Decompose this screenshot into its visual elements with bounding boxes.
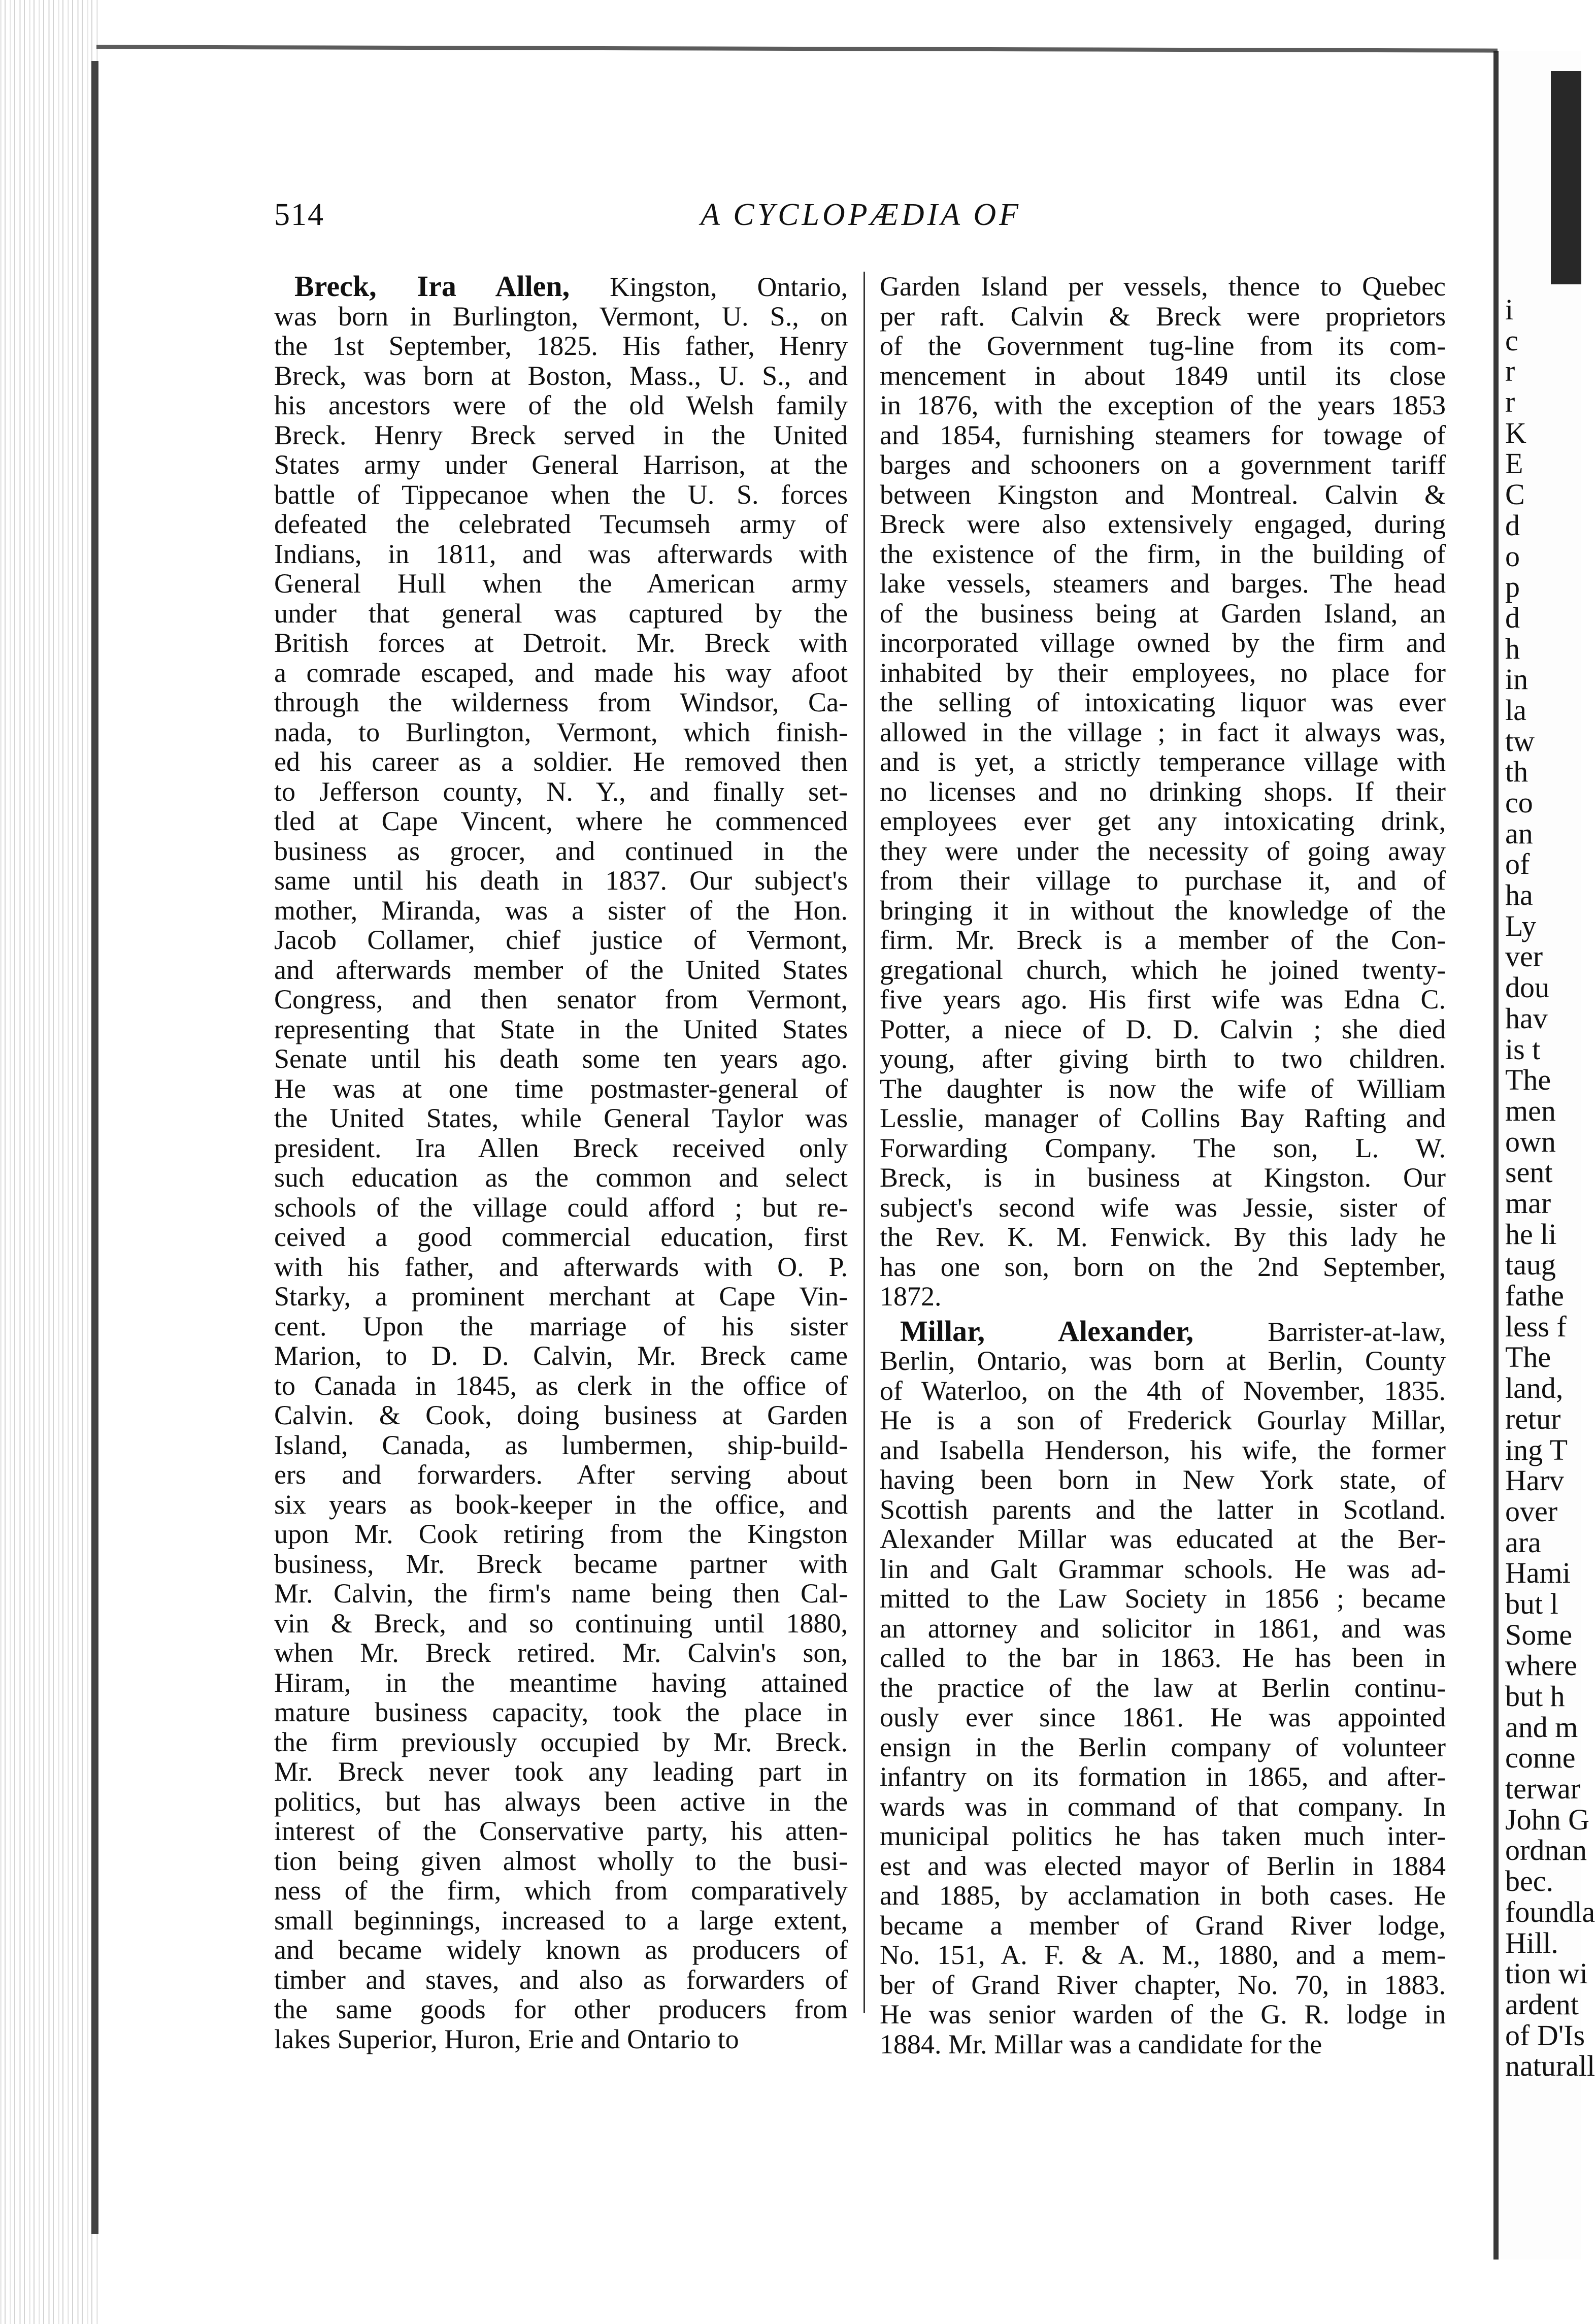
text-line: the Rev. K. M. Fenwick. By this lady he xyxy=(880,1222,1446,1252)
facing-page-text-fragment: terwar xyxy=(1505,1772,1581,1806)
text-line: and 1885, by acclamation in both cases. He xyxy=(880,1880,1446,1911)
text-line: ed his career as a soldier. He removed then xyxy=(274,746,848,777)
text-line: business as grocer, and continued in the xyxy=(274,835,848,866)
text-line: when Mr. Breck retired. Mr. Calvin's son, xyxy=(274,1638,848,1668)
facing-page-text-fragment: Harv xyxy=(1505,1464,1564,1497)
text-line: representing that State in the United States xyxy=(274,1013,848,1044)
facing-page-text-fragment: d xyxy=(1505,601,1520,634)
text-line: Garden Island per vessels, thence to Quebec xyxy=(880,271,1446,302)
facing-page-shadow xyxy=(1551,71,1581,284)
text-line: est and was elected mayor of Berlin in 1884 xyxy=(880,1850,1446,1881)
facing-page-text-fragment: E xyxy=(1505,447,1523,480)
text-line: to Canada in 1845, as clerk in the office of xyxy=(274,1370,848,1401)
facing-page-text-fragment: but h xyxy=(1505,1680,1565,1713)
facing-page-text-fragment: Some xyxy=(1505,1618,1573,1651)
facing-page-text-fragment: he li xyxy=(1505,1217,1557,1251)
page-number: 514 xyxy=(274,198,324,232)
text-line: upon Mr. Cook retiring from the Kingston xyxy=(274,1519,848,1549)
text-line: called to the bar in 1863. He has been in xyxy=(880,1643,1446,1673)
text-line: of the Government tug-line from its com- xyxy=(880,331,1446,361)
text-line: lin and Galt Grammar schools. He was ad- xyxy=(880,1553,1446,1584)
text-line: the same goods for other producers from xyxy=(274,1994,848,2024)
text-line: Indians, in 1811, and was afterwards with xyxy=(274,538,848,569)
text-line: infantry on its formation in 1865, and after- xyxy=(880,1761,1446,1792)
text-line: an attorney and solicitor in 1861, and was xyxy=(880,1613,1446,1644)
facing-page-text-fragment: Hill. xyxy=(1505,1926,1558,1959)
text-line: mother, Miranda, was a sister of the Hon. xyxy=(274,895,848,926)
text-line: ceived a good commercial education, first xyxy=(274,1222,848,1252)
facing-page-text-fragment: over xyxy=(1505,1494,1558,1528)
entry-text: Kingston, Ontario, xyxy=(570,272,848,302)
facing-page-text-fragment: C xyxy=(1505,478,1525,511)
text-line: Starky, a prominent merchant at Cape Vin- xyxy=(274,1281,848,1312)
text-line: Mr. Breck never took any leading part in xyxy=(274,1756,848,1787)
facing-page-text-fragment: th xyxy=(1505,755,1528,789)
text-line: He was senior warden of the G. R. lodge in xyxy=(880,1999,1446,2030)
facing-page-text-fragment: ver xyxy=(1505,940,1543,973)
facing-page-text-fragment: ara xyxy=(1505,1525,1541,1559)
facing-page-text-fragment: ha xyxy=(1505,878,1533,912)
text-line: under that general was captured by the xyxy=(274,598,848,629)
facing-page-text-fragment: taug xyxy=(1505,1248,1556,1282)
text-line: States army under General Harrison, at the xyxy=(274,449,848,480)
facing-page-text-fragment: r xyxy=(1505,354,1515,388)
text-line: Breck, is in business at Kingston. Our xyxy=(880,1162,1446,1193)
facing-page-text-fragment: and m xyxy=(1505,1710,1578,1744)
text-line: defeated the celebrated Tecumseh army of xyxy=(274,509,848,539)
text-line: through the wilderness from Windsor, Ca- xyxy=(274,687,848,717)
text-line xyxy=(274,272,848,302)
text-line xyxy=(880,1314,1446,1348)
facing-page-text-fragment: ing T xyxy=(1505,1433,1568,1466)
facing-page-text-fragment: land, xyxy=(1505,1371,1564,1405)
text-line: no licenses and no drinking shops. If their xyxy=(880,776,1446,807)
facing-page-text-fragment: dou xyxy=(1505,971,1549,1004)
facing-page-text-fragment: d xyxy=(1505,508,1520,542)
text-line: General Hull when the American army xyxy=(274,568,848,599)
facing-page-text-fragment: conne xyxy=(1505,1741,1576,1775)
text-line: inhabited by their employees, no place for xyxy=(880,657,1446,688)
text-line: 1872. xyxy=(880,1281,942,1312)
facing-page-text-fragment: less f xyxy=(1505,1310,1567,1343)
text-line: Senate until his death some ten years ago. xyxy=(274,1043,848,1074)
facing-page-text-fragment: h xyxy=(1505,632,1520,665)
text-line: nada, to Burlington, Vermont, which finish- xyxy=(274,716,848,747)
text-line: the selling of intoxicating liquor was ever xyxy=(880,687,1446,717)
text-line: having been born in New York state, of xyxy=(880,1464,1446,1495)
text-line: ber of Grand River chapter, No. 70, in 1883. xyxy=(880,1969,1446,2000)
text-line: of the business being at Garden Island, an xyxy=(880,598,1446,629)
text-line: Island, Canada, as lumbermen, ship-build- xyxy=(274,1429,848,1460)
text-line: and Isabella Henderson, his wife, the former xyxy=(880,1434,1446,1465)
facing-page-text-fragment: of D'Is xyxy=(1505,2018,1585,2052)
text-line: the existence of the firm, in the building of xyxy=(880,538,1446,569)
text-line: president. Ira Allen Breck received only xyxy=(274,1132,848,1163)
text-line: to Jefferson county, N. Y., and finally set- xyxy=(274,776,848,807)
text-line: Jacob Collamer, chief justice of Vermont, xyxy=(274,925,848,955)
facing-page-text-fragment: but l xyxy=(1505,1587,1558,1620)
facing-page-text-fragment: sent xyxy=(1505,1156,1553,1189)
text-line: lake vessels, steamers and barges. The head xyxy=(880,568,1446,599)
text-line: small beginnings, increased to a large extent, xyxy=(274,1905,848,1936)
facing-page-text-fragment: is t xyxy=(1505,1032,1541,1066)
text-line: of Waterloo, on the 4th of November, 1835. xyxy=(880,1375,1446,1406)
facing-page-text-fragment: of xyxy=(1505,847,1530,881)
facing-page-text-fragment: la xyxy=(1505,693,1526,727)
facing-page-text-fragment: ordnan xyxy=(1505,1834,1587,1867)
running-head: A CYCLOPÆDIA OF xyxy=(701,198,1022,232)
text-line: from their village to purchase it, and of xyxy=(880,865,1446,896)
left-column xyxy=(274,270,848,2054)
facing-page-text-fragment: retur xyxy=(1505,1402,1561,1435)
facing-page-text-fragment: i xyxy=(1505,293,1514,326)
text-line: became a member of Grand River lodge, xyxy=(880,1910,1446,1941)
text-line: Breck were also extensively engaged, during xyxy=(880,509,1446,539)
text-line: young, after giving birth to two children. xyxy=(880,1043,1446,1074)
page-top-edge xyxy=(96,45,1498,52)
text-line: Breck, was born at Boston, Mass., U. S., and xyxy=(274,360,848,391)
facing-page-text-fragment: where xyxy=(1505,1649,1577,1682)
text-line: Marion, to D. D. Calvin, Mr. Breck came xyxy=(274,1340,848,1371)
text-line: municipal politics he has taken much inter- xyxy=(880,1821,1446,1851)
facing-page-text-fragment: tw xyxy=(1505,724,1535,758)
text-line: British forces at Detroit. Mr. Breck with xyxy=(274,628,848,658)
text-line: The daughter is now the wife of William xyxy=(880,1073,1446,1104)
text-line: ensign in the Berlin company of volunteer xyxy=(880,1731,1446,1762)
text-line: schools of the village could afford ; but re- xyxy=(274,1192,848,1223)
text-line: Hiram, in the meantime having attained xyxy=(274,1667,848,1698)
facing-page-text-fragment: The xyxy=(1505,1340,1551,1374)
text-line: and became widely known as producers of xyxy=(274,1935,848,1965)
text-line: Scottish parents and the latter in Scotland. xyxy=(880,1494,1446,1525)
text-line: was born in Burlington, Vermont, U. S., on xyxy=(274,301,848,332)
entry-heading: Breck, Ira Allen, xyxy=(294,270,570,303)
text-line: ers and forwarders. After serving about xyxy=(274,1459,848,1490)
text-line: the United States, while General Taylor was xyxy=(274,1103,848,1133)
text-line: employees ever get any intoxicating drink, xyxy=(880,806,1446,836)
text-line: Calvin. & Cook, doing business at Garden xyxy=(274,1400,848,1430)
text-line: firm. Mr. Breck is a member of the Con- xyxy=(880,925,1446,955)
text-line: subject's second wife was Jessie, sister of xyxy=(880,1192,1446,1223)
facing-page-text-fragment: bec. xyxy=(1505,1864,1553,1898)
text-line: Potter, a niece of D. D. Calvin ; she died xyxy=(880,1013,1446,1044)
text-line: incorporated village owned by the firm and xyxy=(880,628,1446,658)
text-line: politics, but has always been active in the xyxy=(274,1786,848,1817)
column-divider xyxy=(863,272,865,2013)
entry-text: Barrister-at-law, xyxy=(1193,1316,1446,1347)
page-left-edge xyxy=(91,61,98,2234)
text-line: the 1st September, 1825. His father, Henry xyxy=(274,331,848,361)
facing-page-text-fragment: hav xyxy=(1505,1001,1548,1035)
text-line: tled at Cape Vincent, where he commenced xyxy=(274,806,848,836)
text-line: the firm previously occupied by Mr. Breck. xyxy=(274,1726,848,1757)
facing-page-text-fragment: fathe xyxy=(1505,1279,1564,1313)
text-line: Congress, and then senator from Vermont, xyxy=(274,984,848,1014)
text-line: timber and staves, and also as forwarders of xyxy=(274,1964,848,1995)
text-line: ness of the firm, which from comparatively xyxy=(274,1875,848,1906)
text-line: mitted to the Law Society in 1856 ; became xyxy=(880,1583,1446,1614)
facing-page-text-fragment: r xyxy=(1505,385,1515,419)
text-line: battle of Tippecanoe when the U. S. forces xyxy=(274,479,848,510)
text-line: 1884. Mr. Millar was a candidate for the xyxy=(880,2028,1322,2059)
facing-page-text-fragment: The xyxy=(1505,1063,1551,1097)
text-line: five years ago. His first wife was Edna C. xyxy=(880,984,1446,1014)
text-line: Lesslie, manager of Collins Bay Rafting and xyxy=(880,1103,1446,1133)
text-line: He was at one time postmaster-general of xyxy=(274,1073,848,1104)
text-line: between Kingston and Montreal. Calvin & xyxy=(880,479,1446,510)
text-line: Mr. Calvin, the firm's name being then Cal- xyxy=(274,1578,848,1609)
text-line: his ancestors were of the old Welsh family xyxy=(274,390,848,420)
text-line: and afterwards member of the United States xyxy=(274,954,848,985)
text-line: lakes Superior, Huron, Erie and Ontario to xyxy=(274,2023,739,2054)
text-line: and is yet, a strictly temperance village with xyxy=(880,746,1446,777)
facing-page-text-fragment: p xyxy=(1505,570,1520,604)
text-line: mencement in about 1849 until its close xyxy=(880,360,1446,391)
text-line: per raft. Calvin & Breck were proprietors xyxy=(880,301,1446,332)
facing-page-text-fragment: foundla xyxy=(1505,1895,1595,1928)
text-line: and 1854, furnishing steamers for towage of xyxy=(880,419,1446,450)
right-column xyxy=(880,271,1446,2059)
text-line: bringing it in without the knowledge of the xyxy=(880,895,1446,926)
page-gutter-edge xyxy=(1493,51,1499,2260)
text-line: vin & Breck, and so continuing until 1880, xyxy=(274,1608,848,1639)
facing-page-text-fragment: men xyxy=(1505,1094,1556,1127)
text-line: the practice of the law at Berlin continu- xyxy=(880,1672,1446,1703)
facing-page-text-fragment: o xyxy=(1505,539,1520,573)
facing-page-text-fragment: Ly xyxy=(1505,909,1537,942)
text-line: same until his death in 1837. Our subject's xyxy=(274,865,848,896)
text-line: a comrade escaped, and made his way afoot xyxy=(274,657,848,688)
facing-page-text-fragment: co xyxy=(1505,786,1533,820)
facing-page-text-fragment: own xyxy=(1505,1125,1556,1158)
text-line: interest of the Conservative party, his atten- xyxy=(274,1816,848,1846)
text-line: business, Mr. Breck became partner with xyxy=(274,1548,848,1579)
text-line: six years as book-keeper in the office, and xyxy=(274,1489,848,1520)
text-line: barges and schooners on a government tariff xyxy=(880,449,1446,480)
binding-margin-scan xyxy=(0,0,99,2324)
page-header xyxy=(274,197,1442,238)
facing-page-text-fragment: K xyxy=(1505,416,1526,449)
facing-page-text-fragment: in xyxy=(1505,663,1528,696)
facing-page-text-fragment: John G xyxy=(1505,1803,1589,1836)
facing-page-text-fragment: tion wi xyxy=(1505,1957,1588,1990)
text-line: mature business capacity, took the place in xyxy=(274,1697,848,1727)
text-line: they were under the necessity of going away xyxy=(880,835,1446,866)
facing-page-text-fragment: ardent xyxy=(1505,1987,1579,2021)
text-line: He is a son of Frederick Gourlay Millar, xyxy=(880,1405,1446,1435)
text-line: Forwarding Company. The son, L. W. xyxy=(880,1132,1446,1163)
facing-page-text-fragment: an xyxy=(1505,816,1533,850)
facing-page-fragment xyxy=(1500,51,1595,2260)
facing-page-text-fragment: naturall xyxy=(1505,2049,1595,2083)
text-line: wards was in command of that company. In xyxy=(880,1791,1446,1822)
text-line: with his father, and afterwards with O. P. xyxy=(274,1251,848,1282)
text-line: Alexander Millar was educated at the Ber- xyxy=(880,1524,1446,1554)
text-line: Berlin, Ontario, was born at Berlin, County xyxy=(880,1346,1446,1376)
text-line: cent. Upon the marriage of his sister xyxy=(274,1311,848,1341)
text-line: Breck. Henry Breck served in the United xyxy=(274,419,848,450)
facing-page-text-fragment: c xyxy=(1505,323,1518,357)
entry-heading: Millar, Alexander, xyxy=(900,1314,1193,1348)
text-line: ously ever since 1861. He was appointed xyxy=(880,1702,1446,1732)
text-line: has one son, born on the 2nd September, xyxy=(880,1251,1446,1282)
text-line: in 1876, with the exception of the years 1853 xyxy=(880,390,1446,420)
facing-page-text-fragment: mar xyxy=(1505,1187,1551,1220)
text-line: gregational church, which he joined twenty- xyxy=(880,954,1446,985)
text-line: No. 151, A. F. & A. M., 1880, and a mem- xyxy=(880,1940,1446,1970)
text-line: tion being given almost wholly to the busi- xyxy=(274,1845,848,1876)
text-line: allowed in the village ; in fact it always was, xyxy=(880,716,1446,747)
text-line: such education as the common and select xyxy=(274,1162,848,1193)
facing-page-text-fragment: Hami xyxy=(1505,1556,1571,1590)
